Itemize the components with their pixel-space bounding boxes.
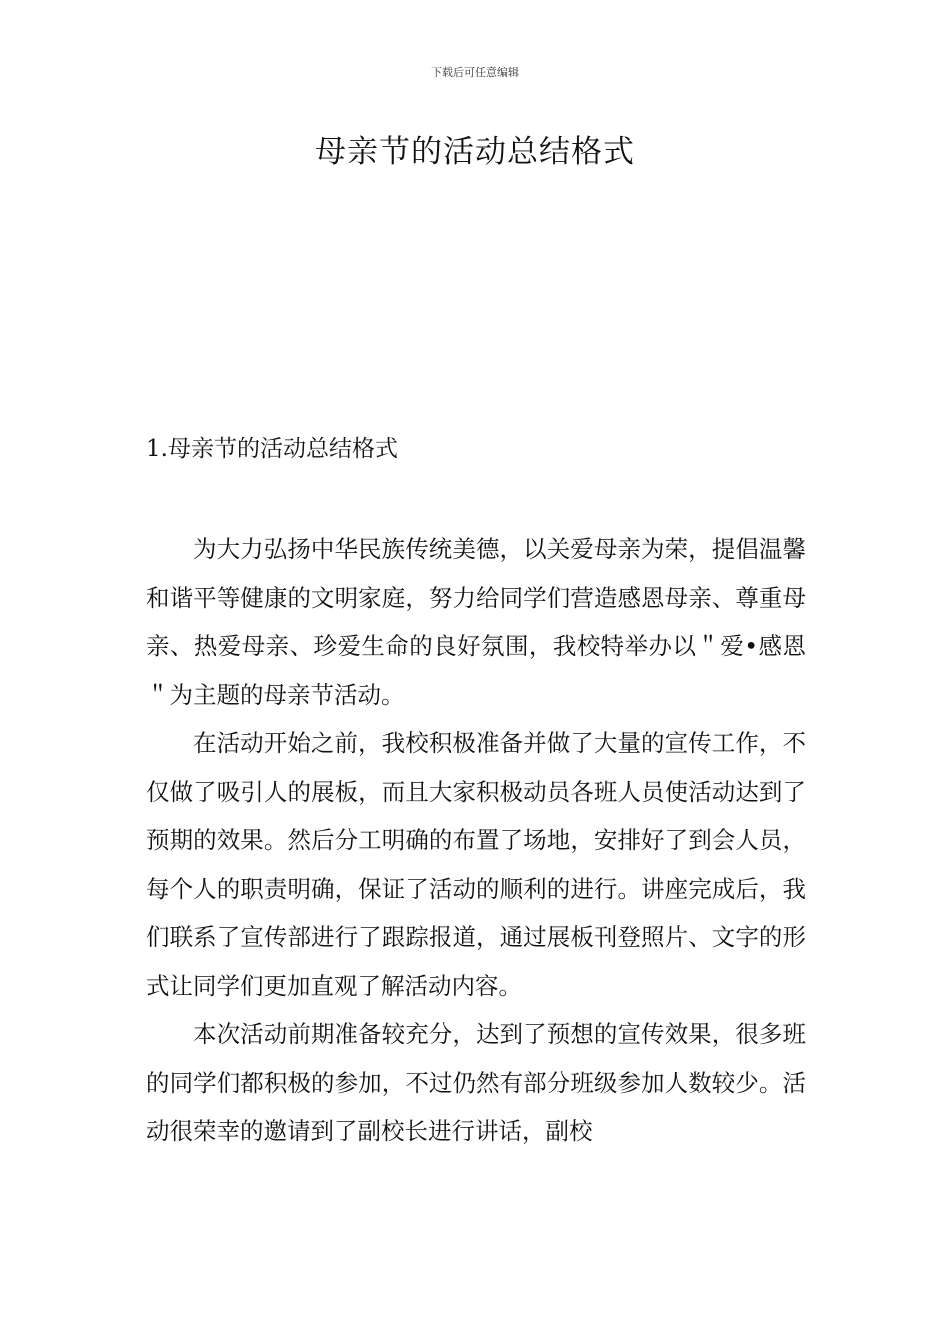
header-note: 下载后可任意编辑 <box>431 66 519 79</box>
section-heading: 1.母亲节的活动总结格式 <box>146 436 398 462</box>
document-title: 母亲节的活动总结格式 <box>315 134 635 170</box>
paragraph: 在活动开始之前，我校积极准备并做了大量的宣传工作，不仅做了吸引人的展板，而且大家积极动员各班人员使活动达到了预期的效果。然后分工明确的布置了场地，安排好了到会人员，每个人的职责明确，保证了活动的顺利的进行。讲座完成后，我们联系了宣传部进行了跟踪报道，通过展板刊登照片、文字的形式让同学们更加直观了解活动内容。 <box>146 729 806 1000</box>
paragraph: 本次活动前期准备较充分，达到了预想的宣传效果，很多班的同学们都积极的参加，不过仍然有部分班级参加人数较少。活动很荣幸的邀请到了副校长进行讲话，副校 <box>146 1020 806 1145</box>
paragraph: 为大力弘扬中华民族传统美德，以关爱母亲为荣，提倡温馨和谐平等健康的文明家庭，努力给同学们营造感恩母亲、尊重母亲、热爱母亲、珍爱生命的良好氛围，我校特举办以＂爱•感恩＂为主题的母亲节活动。 <box>146 535 806 709</box>
document-body <box>146 525 806 1156</box>
